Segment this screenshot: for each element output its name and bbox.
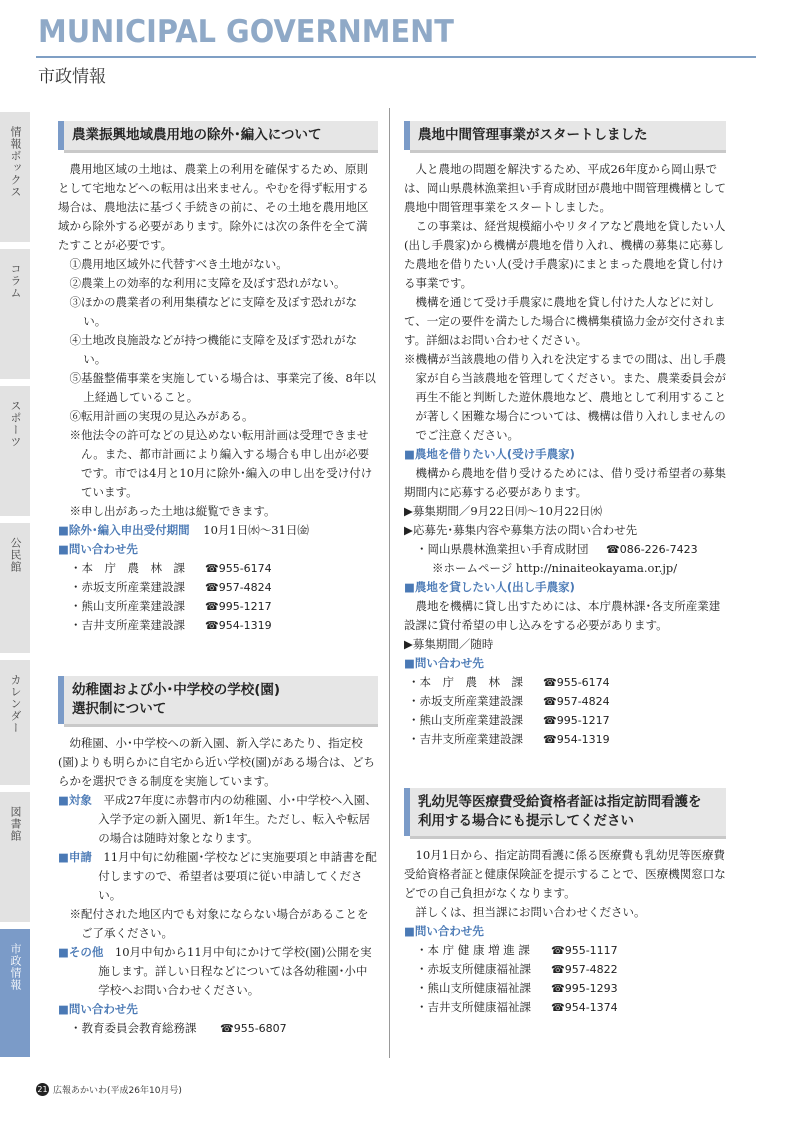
section-medical-certificate xyxy=(404,788,726,1017)
list-item: ①農用地区域外に代替すべき土地がない。 xyxy=(69,257,288,271)
period-label: ■除外･編入申出受付期間 xyxy=(58,523,190,537)
borrow-heading: ■農地を借りたい人(受け手農家) xyxy=(404,447,575,461)
column-divider xyxy=(389,108,390,1058)
note: ※申し出があった土地は縦覧できます。 xyxy=(69,504,276,518)
contact-row: ・本 庁 農 林 課 ☎955-6174 xyxy=(408,675,610,689)
paragraph: 農用地区域の土地は、農業上の利用を確保するため、原則として宅地などへの転用は出来ません。やむを得ず転用する場合は、農地法に基づく手続きの前に、その土地を農用地区域から除外する必要があります。除外には次の条件を全て満たすことが必要です。 xyxy=(58,162,369,252)
section-title: 乳幼児等医療費受給資格者証は指定訪問看護を 利用する場合にも提示してください xyxy=(404,788,726,836)
note: ※配付された地区内でも対象にならない場合があることをご了承ください。 xyxy=(69,907,369,940)
contact-label: ■問い合わせ先 xyxy=(58,1002,138,1016)
page-number: 21 xyxy=(37,1085,48,1094)
period-value: 10月1日㈬～31日㈮ xyxy=(203,523,309,537)
tab-column[interactable]: コラム xyxy=(0,249,30,379)
list-item: ②農業上の効率的な利用に支障を及ぼす恐れがない。 xyxy=(69,276,346,290)
note: ※他法令の許可などの見込めない転用計画は受理できません。また、都市計画により編入する場合も申し出が必要です。市では4月と10月に除外･編入の申し出を受け付けています。 xyxy=(69,428,373,499)
list-item: ⑤基盤整備事業を実施している場合は、事業完了後、8年以上経過していること。 xyxy=(69,371,376,404)
footer xyxy=(36,1083,182,1096)
contact-row: ・熊山支所産業建設課 ☎995-1217 xyxy=(70,599,272,613)
tab-calendar[interactable]: カレンダー xyxy=(0,660,30,785)
note: ※機構が当該農地の借り入れを決定するまでの間は、出し手農家が自ら当該農地を管理してください。また、農業委員会が再生不能と判断した遊休農地など、農地として利用することが著しく困難な場合については、機構は借り入れしませんのでご注意ください。 xyxy=(404,352,726,442)
apply-block: ■申請 11月中旬に幼稚園･学校などに実施要項と申請書を配付しますので、希望者は要項に従い申請してください。 xyxy=(58,850,377,902)
contact-row: ・本 庁 健 康 増 進 課 ☎955-1117 xyxy=(416,943,618,957)
contact-label: ■問い合わせ先 xyxy=(404,656,484,670)
header-title-en: MUNICIPAL GOVERNMENT xyxy=(38,14,454,50)
contact-row: ・赤坂支所産業建設課 ☎957-4824 xyxy=(70,580,272,594)
tab-sports[interactable]: スポーツ xyxy=(0,386,30,516)
contact-row: ・吉井支所産業建設課 ☎954-1319 xyxy=(408,732,610,746)
other-block: ■その他 10月中旬から11月中旬にかけて学校(園)公開を実施します。詳しい日程などについては各幼稚園･小中学校へお問い合わせください。 xyxy=(58,945,372,997)
contact-label: ■問い合わせ先 xyxy=(404,924,484,938)
contact-row: ・吉井支所健康福祉課 ☎954-1374 xyxy=(416,1000,618,1014)
section-title: 幼稚園および小･中学校の学校(園) 選択制について xyxy=(58,676,378,724)
list-item: ④土地改良施設などが持つ機能に支障を及ぼす恐れがない。 xyxy=(69,333,357,366)
target-block: ■対象 平成27年度に赤磐市内の幼稚園、小･中学校へ入園、入学予定の新入園児、新1年生。ただし、転入や転居の場合は随時対象となります。 xyxy=(58,793,377,845)
contact-row: ・赤坂支所産業建設課 ☎957-4824 xyxy=(408,694,610,708)
header-title-jp: 市政情報 xyxy=(38,67,106,87)
contact-row: ・熊山支所健康福祉課 ☎995-1293 xyxy=(416,981,618,995)
contact-row: ・教育委員会教育総務課 ☎955-6807 xyxy=(70,1021,287,1035)
tab-municipal-info[interactable]: 市政情報 xyxy=(0,929,30,1057)
contact-row: ・熊山支所産業建設課 ☎995-1217 xyxy=(408,713,610,727)
section-title: 農業振興地域農用地の除外･編入について xyxy=(58,121,378,150)
paragraph: 機構から農地を借り受けるためには、借り受け希望者の募集期間内に応募する必要があります。 xyxy=(404,466,726,499)
header-divider xyxy=(36,56,756,58)
paragraph: 農地を機構に貸し出すためには、本庁農林課･各支所産業建設課に貸付希望の申し込みをする必要があります。 xyxy=(404,599,721,632)
section-title: 農地中間管理事業がスタートしました xyxy=(404,121,726,150)
lend-heading: ■農地を貸したい人(出し手農家) xyxy=(404,580,575,594)
tab-community-center[interactable]: 公民館 xyxy=(0,523,30,653)
contact-row: ・本 庁 農 林 課 ☎955-6174 xyxy=(70,561,272,575)
borrow-apply: ▶応募先･募集内容や募集方法の問い合わせ先 xyxy=(404,523,638,537)
lend-period: ▶募集期間／随時 xyxy=(404,637,494,651)
list-item: ③ほかの農業者の利用集積などに支障を及ぼす恐れがない。 xyxy=(69,295,357,328)
section-farmland-exclusion xyxy=(58,121,378,635)
list-item: ⑥転用計画の実現の見込みがある。 xyxy=(69,409,254,423)
paragraph: 人と農地の問題を解決するため、平成26年度から岡山県では、岡山県農林漁業担い手育成財団が農地中間管理機構として農地中間管理事業をスタートしました。 xyxy=(404,162,726,214)
paragraph: この事業は、経営規模縮小やリタイアなど農地を貸したい人(出し手農家)から機構が農地を借り入れ、機構の募集に応募した農地を借りたい人(受け手農家)にまとまった農地を貸し付ける事業です。 xyxy=(404,219,726,290)
paragraph: 幼稚園、小･中学校への新入園、新入学にあたり、指定校(園)よりも明らかに自宅から近い学校(園)がある場合は、どちらかを選択できる制度を実施しています。 xyxy=(58,736,375,788)
section-farmland-bank xyxy=(404,121,726,749)
paragraph: 機構を通じて受け手農家に農地を貸し付けた人などに対して、一定の要件を満たした場合に機構集積協力金が交付されます。詳細はお問い合わせください。 xyxy=(404,295,726,347)
paragraph: 詳しくは、担当課にお問い合わせください。 xyxy=(415,905,646,919)
homepage-link[interactable]: ※ホームページ http://ninaiteokayama.or.jp/ xyxy=(432,561,678,575)
section-school-choice xyxy=(58,676,378,1038)
borrow-period: ▶募集期間／9月22日㈪～10月22日㈬ xyxy=(404,504,603,518)
contact-row: ・岡山県農林漁業担い手育成財団 ☎086-226-7423 xyxy=(416,542,698,556)
contact-row: ・吉井支所産業建設課 ☎954-1319 xyxy=(70,618,272,632)
tab-info-box[interactable]: 情報ボックス xyxy=(0,112,30,242)
tab-library[interactable]: 図書館 xyxy=(0,792,30,922)
contact-row: ・赤坂支所健康福祉課 ☎957-4822 xyxy=(416,962,618,976)
contact-label: ■問い合わせ先 xyxy=(58,542,138,556)
paragraph: 10月1日から、指定訪問看護に係る医療費も乳幼児等医療費受給資格者証と健康保険証を提示することで、医療機関窓口などでの自己負担がなくなります。 xyxy=(404,848,726,900)
footer-text: 広報あかいわ(平成26年10月号) xyxy=(53,1086,182,1096)
